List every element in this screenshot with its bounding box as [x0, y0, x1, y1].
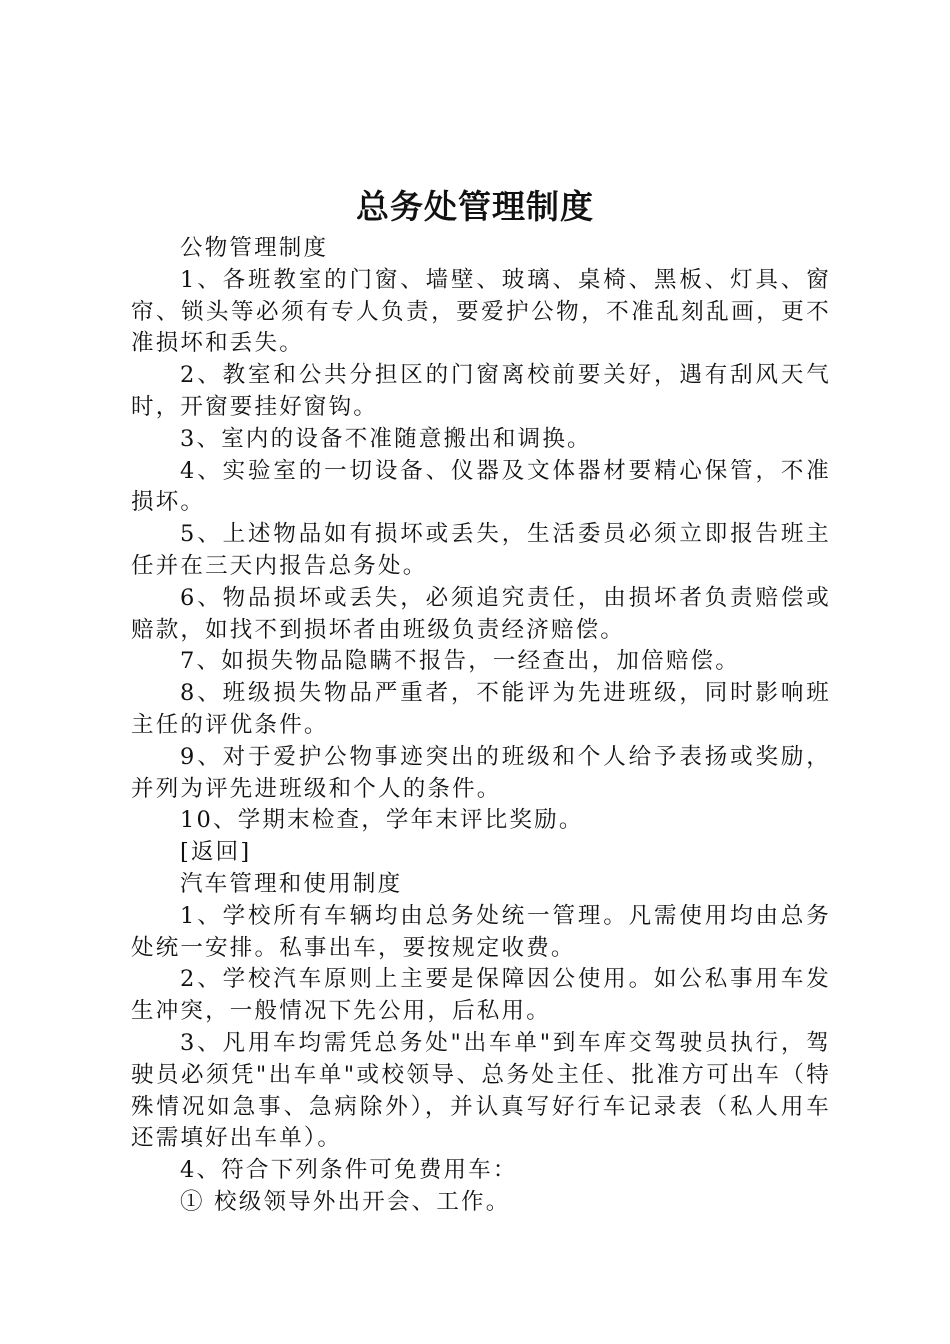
- paragraph: 4、符合下列条件可免费用车：: [180, 1157, 518, 1184]
- paragraph: 2、教室和公共分担区的门窗离校前要关好，遇有刮风天气时，开窗要挂好窗钩。: [131, 362, 831, 420]
- paragraph: 3、凡用车均需凭总务处"出车单"到车库交驾驶员执行，驾驶员必须凭"出车单"或校领导、总务处主任、批准方可出车（特殊情况如急事、急病除外），并认真写好行车记录表（私人用车还需填好出车单）。: [131, 1029, 831, 1152]
- paragraph: ① 校级领导外出开会、工作。: [180, 1188, 511, 1215]
- paragraph: 6、物品损坏或丢失，必须追究责任，由损坏者负责赔偿或赔款，如找不到损坏者由班级负责经济赔偿。: [131, 584, 831, 643]
- paragraph: 7、如损失物品隐瞒不报告，一经查出，加倍赔偿。: [180, 648, 740, 675]
- paragraph: 3、室内的设备不准随意搬出和调换。: [180, 425, 592, 452]
- paragraph: 9、对于爱护公物事迹突出的班级和个人给予表扬或奖励，并列为评先进班级和个人的条件。: [131, 743, 831, 802]
- section-heading-vehicle: 汽车管理和使用制度: [180, 870, 403, 897]
- paragraph: 1、各班教室的门窗、墙壁、玻璃、桌椅、黑板、灯具、窗帘、锁头等必须有专人负责，要爱护公物，不准乱刻乱画，更不准损坏和丢失。: [131, 266, 831, 357]
- paragraph: 2、学校汽车原则上主要是保障因公使用。如公私事用车发生冲突，一般情况下先公用，后私用。: [131, 966, 831, 1025]
- document-body: [131, 233, 831, 1219]
- paragraph: 10、学期末检查，学年末评比奖励。: [180, 807, 584, 834]
- paragraph: 5、上述物品如有损坏或丢失，生活委员必须立即报告班主任并在三天内报告总务处。: [131, 521, 831, 579]
- paragraph: 8、班级损失物品严重者，不能评为先进班级，同时影响班主任的评优条件。: [131, 680, 831, 738]
- paragraph: 1、学校所有车辆均由总务处统一管理。凡需使用均由总务处统一安排。私事出车，要按规定收费。: [131, 902, 831, 961]
- return-link[interactable]: [返回]: [180, 839, 252, 866]
- document-title: 总务处管理制度: [356, 187, 594, 226]
- paragraph: 4、实验室的一切设备、仪器及文体器材要精心保管，不准损坏。: [131, 457, 831, 516]
- section-heading-public-property: 公物管理制度: [180, 235, 329, 261]
